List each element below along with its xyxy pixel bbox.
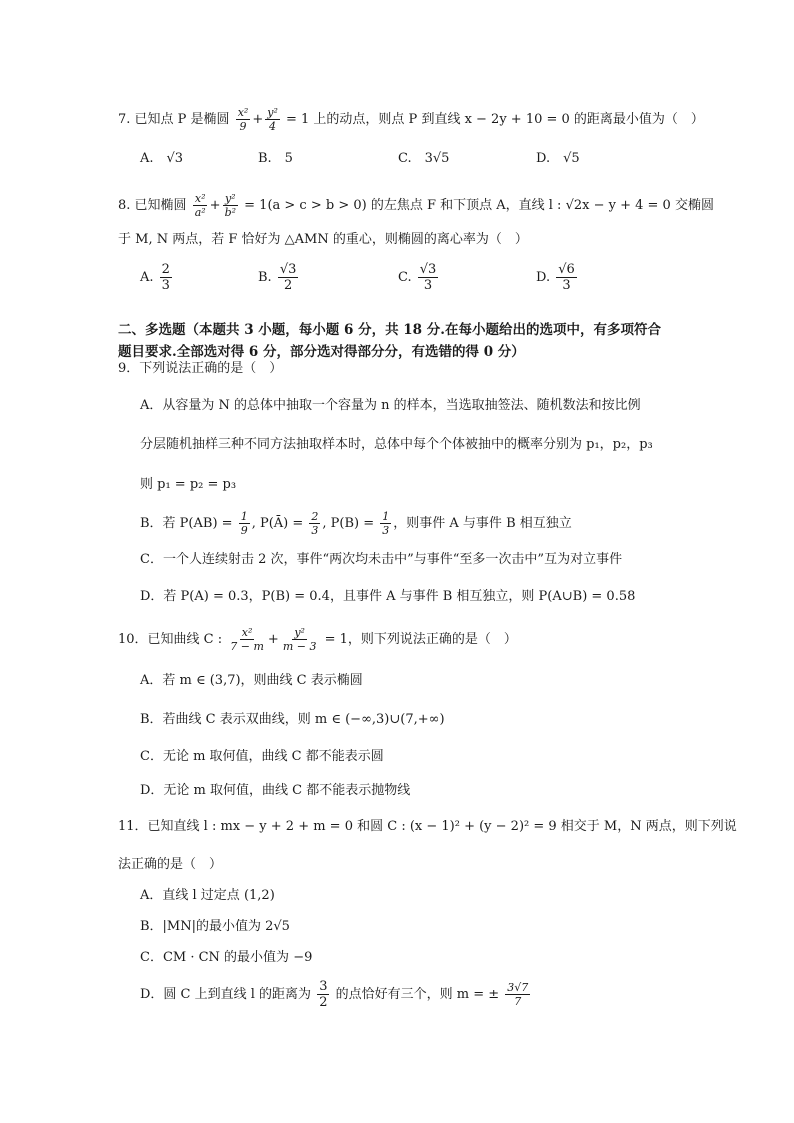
q10-option-b: B．若曲线 C 表示双曲线，则 m ∈ (−∞,3)∪(7,+∞) xyxy=(140,712,445,727)
q9-option-b: B．若 P(AB) = $\frac{1}{9}$ , P(Ā) = $\frac{2}{3}$ , P(B) = $\frac{1}{3}$ ，则事件 A 与事件 B 相互独立 xyxy=(140,510,572,537)
q7-option-b: B. 5 xyxy=(258,151,293,166)
q9-stem: 9．下列说法正确的是（ ） xyxy=(118,361,283,376)
q10-option-c: C．无论 m 取何值，曲线 C 都不能表示圆 xyxy=(140,749,384,764)
q8-frac-y: $\frac{\text{y²}}{\text{b²}}$ xyxy=(224,192,237,219)
q9-option-c: C．一个人连续射击 2 次，事件“两次均未击中”与事件“至多一次击中”互为对立事件 xyxy=(140,552,623,567)
q11-stem-line1: 11．已知直线 l : mx − y + 2 + m = 0 和圆 C : (x − 1)² + (y − 2)² = 9 相交于 M，N 两点，则下列说 xyxy=(118,819,737,834)
section-heading-line2: 题目要求.全部选对得 6 分，部分选对得部分分，有选错的得 0 分） xyxy=(118,344,525,360)
q7-option-d: D. √5 xyxy=(536,151,580,166)
q9-option-a-line1: A．从容量为 N 的总体中抽取一个容量为 n 的样本，当选取抽签法、随机数法和按比例 xyxy=(140,398,641,413)
q9-option-a-line3: 则 p₁ = p₂ = p₃ xyxy=(140,477,237,492)
q11-option-b: B．|MN|的最小值为 2√5 xyxy=(140,919,290,934)
q10-option-d: D．无论 m 取何值，曲线 C 都不能表示抛物线 xyxy=(140,783,411,798)
q8-stem-line2: 于 M, N 两点，若 F 恰好为 △AMN 的重心，则椭圆的离心率为（ ） xyxy=(118,232,528,247)
q7-option-c: C. 3√5 xyxy=(398,151,450,166)
q7-stem-text: 7. 已知点 P 是椭圆 xyxy=(118,112,230,127)
q7-stem: 7. 已知点 P 是椭圆 $\frac{\text{x²}}{9}$ + $\frac{\text{y²}}{4}$ = 1 上的动点，则点 P 到直线 x − 2y + 10 = 0 的距离最小值为（ ） xyxy=(118,106,704,133)
q11-option-d: D．圆 C 上到直线 l 的距离为 $\frac{3}{2}$ 的点恰好有三个，则 m = ± $\frac{3√7}{7}$ xyxy=(140,979,529,1010)
q8-option-c: C. $\frac{√3}{3}$ xyxy=(398,262,437,293)
q8-option-a: A. $\frac{2}{3}$ xyxy=(140,262,170,293)
q7-frac-y: $\frac{\text{y²}}{4}$ xyxy=(267,106,278,133)
q8-option-d: D. $\frac{√6}{3}$ xyxy=(536,262,575,293)
q9-option-a-line2: 分层随机抽样三种不同方法抽取样本时，总体中每个个体被抽中的概率分别为 p₁，p₂，p₃ xyxy=(140,437,653,452)
q11-option-a: A．直线 l 过定点 (1,2) xyxy=(140,888,275,903)
q7-frac-x: $\frac{\text{x²}}{9}$ xyxy=(237,106,249,133)
q10-option-a: A．若 m ∈ (3,7)，则曲线 C 表示椭圆 xyxy=(140,673,363,688)
q8-frac-x: $\frac{\text{x²}}{\text{a²}}$ xyxy=(194,192,206,219)
q11-option-c: C．CM · CN 的最小值为 −9 xyxy=(140,950,313,965)
q7-option-a: A. √3 xyxy=(140,151,184,166)
q10-stem: 10．已知曲线 C : $\frac{\text{x²}}{7 - m}$ + $\frac{\text{y²}}{m - 3}$ = 1，则下列说法正确的是（ ） xyxy=(118,626,517,653)
q8-stem: 8. 已知椭圆 $\frac{\text{x²}}{\text{a²}}$ + $\frac{\text{y²}}{\text{b²}}$ = 1(a > c > b > 0) 的左焦点 F 和下顶点 A，直线 l : √2x − y + 4 = 0 交椭圆 xyxy=(118,192,714,219)
section-heading-line1: 二、多选题（本题共 3 小题，每小题 6 分，共 18 分.在每小题给出的选项中，有多项符合 xyxy=(118,322,661,338)
q11-stem-line2: 法正确的是（ ） xyxy=(118,857,223,872)
q8-option-b: B. $\frac{√3}{2}$ xyxy=(258,262,297,293)
q7-stem-rest: = 1 上的动点，则点 P 到直线 x − 2y + 10 = 0 的距离最小值为（ ） xyxy=(286,112,704,127)
q9-option-d: D．若 P(A) = 0.3，P(B) = 0.4，且事件 A 与事件 B 相互独立，则 P(A∪B) = 0.58 xyxy=(140,589,636,604)
